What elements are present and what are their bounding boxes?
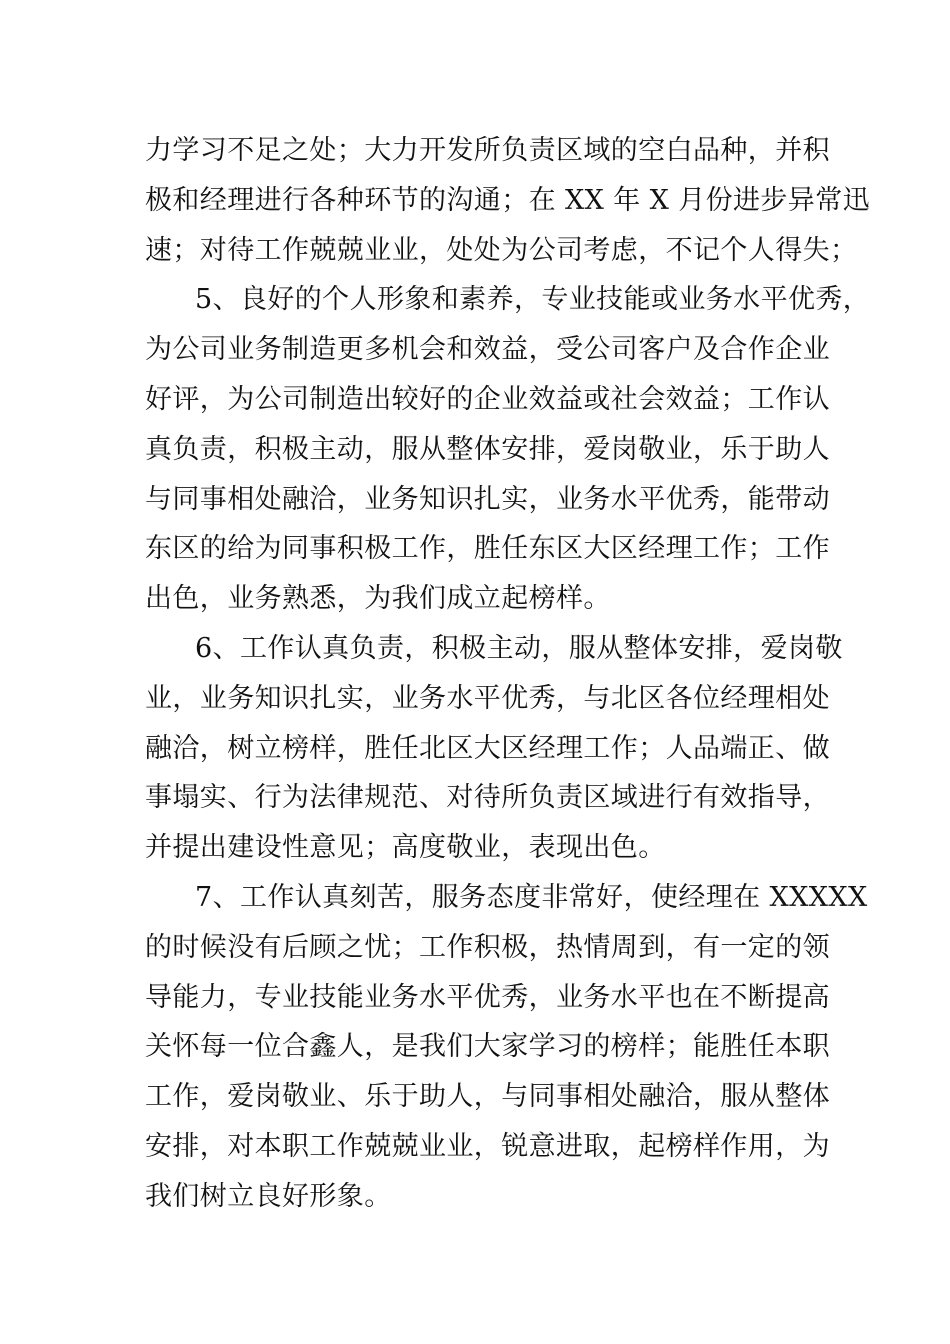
text-line: 为公司业务制造更多机会和效益，受公司客户及合作企业 [145,334,830,366]
text-line: 5、良好的个人形象和素养，专业技能或业务水平优秀， [195,284,871,316]
text-line: 真负责，积极主动，服从整体安排，爱岗敬业，乐于助人 [145,433,830,465]
paragraph-item-7 [145,873,868,1222]
text-line: 我们树立良好形象。 [145,1180,392,1212]
paragraph-1 [145,126,870,275]
paragraph-item-5 [145,275,871,624]
text-line: 工作，爱岗敬业、乐于助人，与同事相处融洽，服从整体 [145,1081,830,1113]
text-line: 业，业务知识扎实，业务水平优秀，与北区各位经理相处 [145,682,830,714]
text-line: 7、工作认真刻苦，服务态度非常好，使经理在 XXXXX [195,881,868,913]
text-line: 安排，对本职工作兢兢业业，锐意进取，起榜样作用，为 [145,1130,830,1162]
text-line: 好评，为公司制造出较好的企业效益或社会效益；工作认 [145,383,830,415]
text-line: 事塌实、行为法律规范、对待所负责区域进行有效指导， [145,782,830,814]
text-line: 力学习不足之处；大力开发所负责区域的空白品种，并积 [145,135,830,166]
text-line: 融洽，树立榜样，胜任北区大区经理工作；人品端正、做 [145,732,830,764]
text-line: 速；对待工作兢兢业业，处处为公司考虑，不记个人得失； [145,234,858,266]
text-line: 关怀每一位合鑫人，是我们大家学习的榜样；能胜任本职 [145,1031,830,1063]
text-line: 的时候没有后顾之忧；工作积极，热情周到，有一定的领 [145,931,830,963]
text-line: 并提出建设性意见；高度敬业，表现出色。 [145,832,666,864]
text-line: 东区的给为同事积极工作，胜任东区大区经理工作；工作 [145,533,830,565]
text-line: 出色，业务熟悉，为我们成立起榜样。 [145,583,611,615]
text-line: 与同事相处融洽，业务知识扎实，业务水平优秀，能带动 [145,483,830,515]
text-line: 导能力，专业技能业务水平优秀，业务水平也在不断提高 [145,981,830,1013]
document-body [145,126,871,1222]
text-line: 极和经理进行各种环节的沟通；在 XX 年 X 月份进步异常迅 [145,184,870,216]
paragraph-item-6 [145,624,843,873]
text-line: 6、工作认真负责，积极主动，服从整体安排，爱岗敬 [195,632,843,664]
